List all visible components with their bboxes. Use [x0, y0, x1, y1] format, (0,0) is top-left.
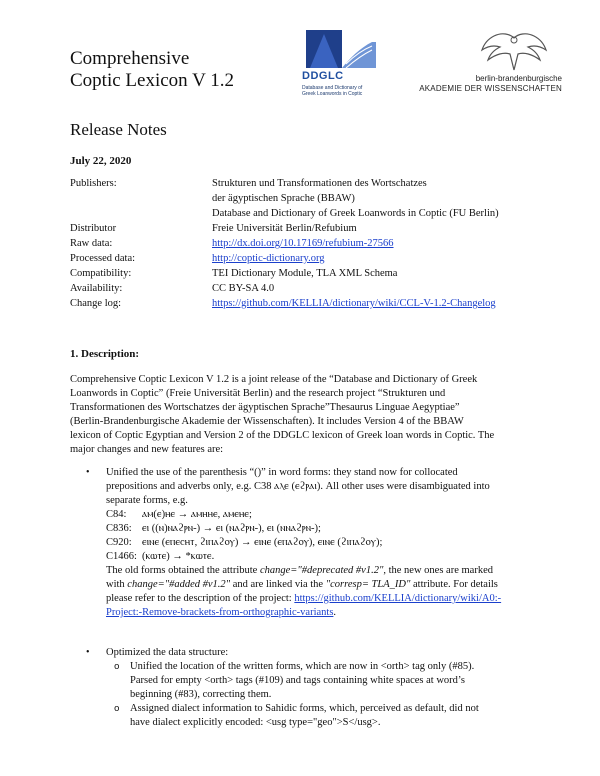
document-title	[70, 48, 234, 92]
sub-item-line: Unified the location of the written forms, which are now in <orth> tag only (#85).	[130, 661, 475, 672]
text-span: .	[333, 607, 337, 618]
publishers-line-2: der ägyptischen Sprache (BBAW)	[212, 193, 355, 204]
ddglc-caption-line-1: Database and Dictionary of	[302, 85, 363, 91]
intro-line: major changes and new features are:	[70, 444, 224, 455]
meta-value: Freie Universität Berlin/Refubium	[212, 223, 357, 234]
title-line-1: Comprehensive	[70, 48, 190, 69]
title-line-2: Coptic Lexicon V 1.2	[70, 70, 234, 91]
bullet-line	[106, 606, 530, 620]
ddglc-caption-line-2: Greek Loanwords in Coptic	[302, 91, 363, 97]
intro-line: (Berlin-Brandenburgische Akademie der Wissenschaften). It includes Version 4 of the BBAW	[70, 416, 464, 427]
sub-item-dialect	[114, 702, 530, 730]
bullet-item-parenthesis	[86, 466, 530, 620]
project-description-link-continued[interactable]: Project:-Remove-brackets-from-orthographic-variants	[106, 607, 334, 618]
meta-row-raw-data	[70, 236, 552, 251]
intro-line: Transformationen des Wortschatzes der ägyptischen Sprache”Thesaurus Linguae Aegyptiae”	[70, 402, 460, 413]
form-text: ⲉⲓ ((ⲛ)ⲛⲁϩⲣⲛ-) → ⲉⲓ (ⲛⲁϩⲣⲛ-), ⲉⲓ (ⲛⲛⲁϩⲣⲛ-);	[142, 523, 321, 534]
meta-label: Compatibility:	[70, 268, 132, 279]
bullet-line: prepositions and adverbs only, e.g. C38 ⲁⲗⲉ (ⲉϩⲣⲁⲓ). All other uses were disambiguated into	[106, 481, 490, 492]
project-description-link[interactable]: https://github.com/KELLIA/dictionary/wiki/A0:-	[294, 593, 502, 604]
bullet-marker: •	[86, 467, 90, 478]
attribute-code: "corresp= TLA_ID"	[325, 579, 411, 590]
description-paragraph	[70, 373, 532, 457]
meta-row-publishers	[70, 176, 552, 221]
publishers-line-3: Database and Dictionary of Greek Loanwords in Coptic (FU Berlin)	[212, 208, 499, 219]
bullet-line: Unified the use of the parenthesis “()” in word forms: they stand now for collocated	[106, 467, 458, 478]
bullet-item-data-structure	[86, 646, 530, 730]
form-code: C1466:	[106, 551, 137, 562]
sub-item-written-forms	[114, 660, 530, 702]
attribute-code: change="#added #v1.2"	[127, 579, 231, 590]
form-text: ⲉⲓⲛⲉ (ⲉⲡⲉⲥⲏⲧ, ϩⲓⲡⲁϩⲟⲩ) → ⲉⲓⲛⲉ (ⲉⲡⲁϩⲟⲩ), ⲉⲓⲛⲉ (ϩⲓⲡⲁϩⲟⲩ);	[142, 537, 383, 548]
meta-row-change-log	[70, 296, 552, 311]
meta-label: Publishers:	[70, 178, 117, 189]
form-example	[106, 508, 530, 522]
sub-bullet-marker: o	[114, 704, 120, 714]
text-span: please refer to the description of the project:	[106, 593, 295, 604]
intro-line: lexicon of Coptic Egyptian and Version 2 of the DDGLC lexicon of Greek loan words in Coptic. The	[70, 430, 495, 441]
text-span: with	[106, 579, 128, 590]
meta-row-availability	[70, 281, 552, 296]
bullet-marker: •	[86, 647, 90, 658]
form-text: ⲁⲙ(ⲉ)ⲏⲉ → ⲁⲙⲏⲏⲉ, ⲁⲙⲉⲏⲉ;	[142, 509, 252, 520]
metadata-table	[70, 176, 552, 311]
form-example	[106, 522, 530, 536]
meta-label: Change log:	[70, 298, 122, 309]
meta-value: TEI Dictionary Module, TLA XML Schema	[212, 268, 398, 279]
text-span: The old forms obtained the attribute	[106, 565, 260, 576]
bullet-line: separate forms, e.g.	[106, 495, 188, 506]
form-example	[106, 536, 530, 550]
release-date: July 22, 2020	[70, 155, 132, 167]
publishers-line-1: Strukturen und Transformationen des Wortschatzes	[212, 178, 427, 189]
sub-item-line: have dialect explicitly encoded: <usg type="geo">S</usg>.	[130, 717, 381, 728]
bbaw-name: berlin-brandenburgische	[475, 74, 562, 83]
bullet-line	[106, 578, 530, 592]
text-span: attribute. For details	[410, 579, 498, 590]
form-example	[106, 550, 530, 564]
intro-line: Loanwords in Coptic” (Freie Universität Berlin) and the research project “Strukturen und	[70, 388, 446, 399]
meta-label: Raw data:	[70, 238, 113, 249]
bullet-line: Optimized the data structure:	[106, 647, 229, 658]
ddglc-logo-icon	[302, 28, 390, 110]
bullet-line	[106, 592, 530, 606]
sub-item-line: Parsed for empty <orth> tags (#109) and tags containing white spaces at word’s	[130, 675, 465, 686]
processed-data-link[interactable]: http://coptic-dictionary.org	[212, 253, 325, 264]
attribute-code: change="#deprecated #v1.2"	[259, 565, 384, 576]
intro-line: Comprehensive Coptic Lexicon V 1.2 is a joint release of the “Database and Dictionary of Greek	[70, 374, 478, 385]
section-heading-description: 1. Description:	[70, 348, 140, 360]
bbaw-academy: AKADEMIE DER WISSENSCHAFTEN	[419, 84, 562, 93]
bullet-line	[106, 564, 530, 578]
changelog-link[interactable]: https://github.com/KELLIA/dictionary/wiki/CCL-V-1.2-Changelog	[212, 298, 496, 309]
meta-value: CC BY-SA 4.0	[212, 283, 275, 294]
ddglc-caption	[302, 85, 402, 97]
ddglc-logo-text: DDGLC	[302, 70, 344, 82]
meta-label: Availability:	[70, 283, 123, 294]
release-notes-heading: Release Notes	[70, 120, 167, 139]
sub-item-line: Assigned dialect information to Sahidic forms, which, perceived as default, did not	[130, 703, 479, 714]
meta-row-compatibility	[70, 266, 552, 281]
sub-item-line: beginning (#83), correcting them.	[130, 689, 272, 700]
meta-value	[212, 176, 552, 221]
text-span: , the new ones are marked	[383, 565, 493, 576]
meta-label: Processed data:	[70, 253, 136, 264]
form-code: C836:	[106, 523, 132, 534]
sub-bullet-marker: o	[114, 662, 120, 672]
meta-label: Distributor	[70, 223, 117, 234]
form-code: C920:	[106, 537, 132, 548]
bbaw-eagle-icon	[480, 30, 548, 74]
meta-row-distributor	[70, 221, 552, 236]
form-text: (ⲕⲱⲧⲉ) → *ⲕⲱⲧⲉ.	[142, 551, 215, 562]
raw-data-link[interactable]: http://dx.doi.org/10.17169/refubium-27566	[212, 238, 394, 249]
meta-row-processed-data	[70, 251, 552, 266]
form-code: C84:	[106, 509, 127, 520]
text-span: and are linked via the	[230, 579, 326, 590]
